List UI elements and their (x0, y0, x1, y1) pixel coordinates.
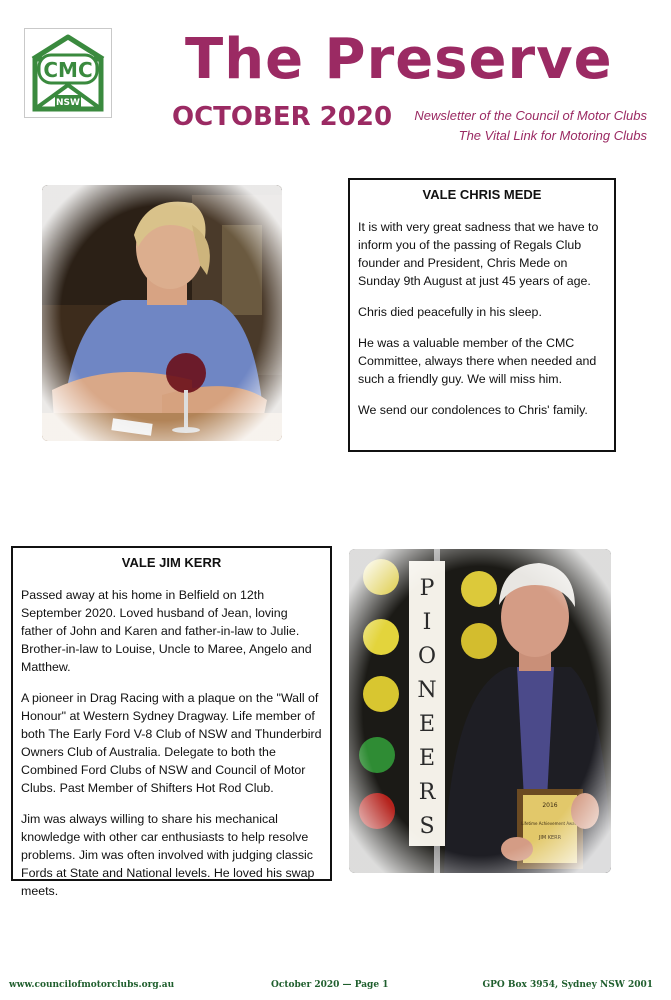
newsletter-title: The Preserve (185, 27, 613, 92)
article-paragraph: We send our condolences to Chris' family. (358, 403, 588, 417)
article-paragraph: Chris died peacefully in his sleep. (358, 305, 542, 319)
jim-kerr-photo (349, 549, 611, 873)
logo-subtext: NSW (56, 98, 80, 108)
cmc-logo (24, 28, 112, 118)
tagline (387, 106, 647, 146)
vale-chris-mede-article (348, 178, 616, 452)
page-number: October 2020 — Page 1 (271, 980, 389, 990)
chris-mede-photo (42, 185, 282, 441)
tagline-line-1: Newsletter of the Council of Motor Clubs (414, 108, 647, 123)
article-heading: VALE CHRIS MEDE (422, 187, 542, 202)
article-paragraph: It is with very great sadness that we have to inform you of the passing of Regals Club founder and President, Chris Mede on Sunday 9th August at just 45 years of age. (358, 220, 599, 288)
issue-date: OCTOBER 2020 (172, 102, 393, 132)
article-paragraph: He was a valuable member of the CMC Committee, always there when needed and such a friendly guy. We will miss him. (358, 336, 597, 386)
vale-jim-kerr-article (11, 546, 332, 898)
website-link[interactable]: www.councilofmotorclubs.org.au (9, 980, 175, 990)
article-paragraph: A pioneer in Drag Racing with a plaque on the "Wall of Honour" at Western Sydney Dragway. Life member of both The Early Ford V-8 Club of NSW and Thunderbird Owners Club of Australia. Delegate to both the Combined Ford Clubs of NSW and Council of Motor Clubs. Past Member of Shifters Hot Rod Club. (21, 691, 322, 795)
logo-text: CMC (43, 58, 93, 82)
page-footer (9, 980, 653, 994)
tagline-line-2: The Vital Link for Motoring Clubs (458, 128, 647, 143)
article-heading: VALE JIM KERR (121, 555, 222, 570)
article-paragraph: Jim was always willing to share his mechanical knowledge with other car enthusiasts to help resolve problems. Jim was often involved with judging classic Fords at State and National levels. He loved his swap meets. (21, 812, 315, 898)
article-paragraph: Passed away at his home in Belfield on 12th September 2020. Loved husband of Jean, loving father of John and Karen and father-in-law to Julie. Brother-in-law to Louise, Uncle to Maree, Angelo and Matthew. (21, 588, 312, 674)
postal-address: GPO Box 3954, Sydney NSW 2001 (482, 980, 653, 990)
